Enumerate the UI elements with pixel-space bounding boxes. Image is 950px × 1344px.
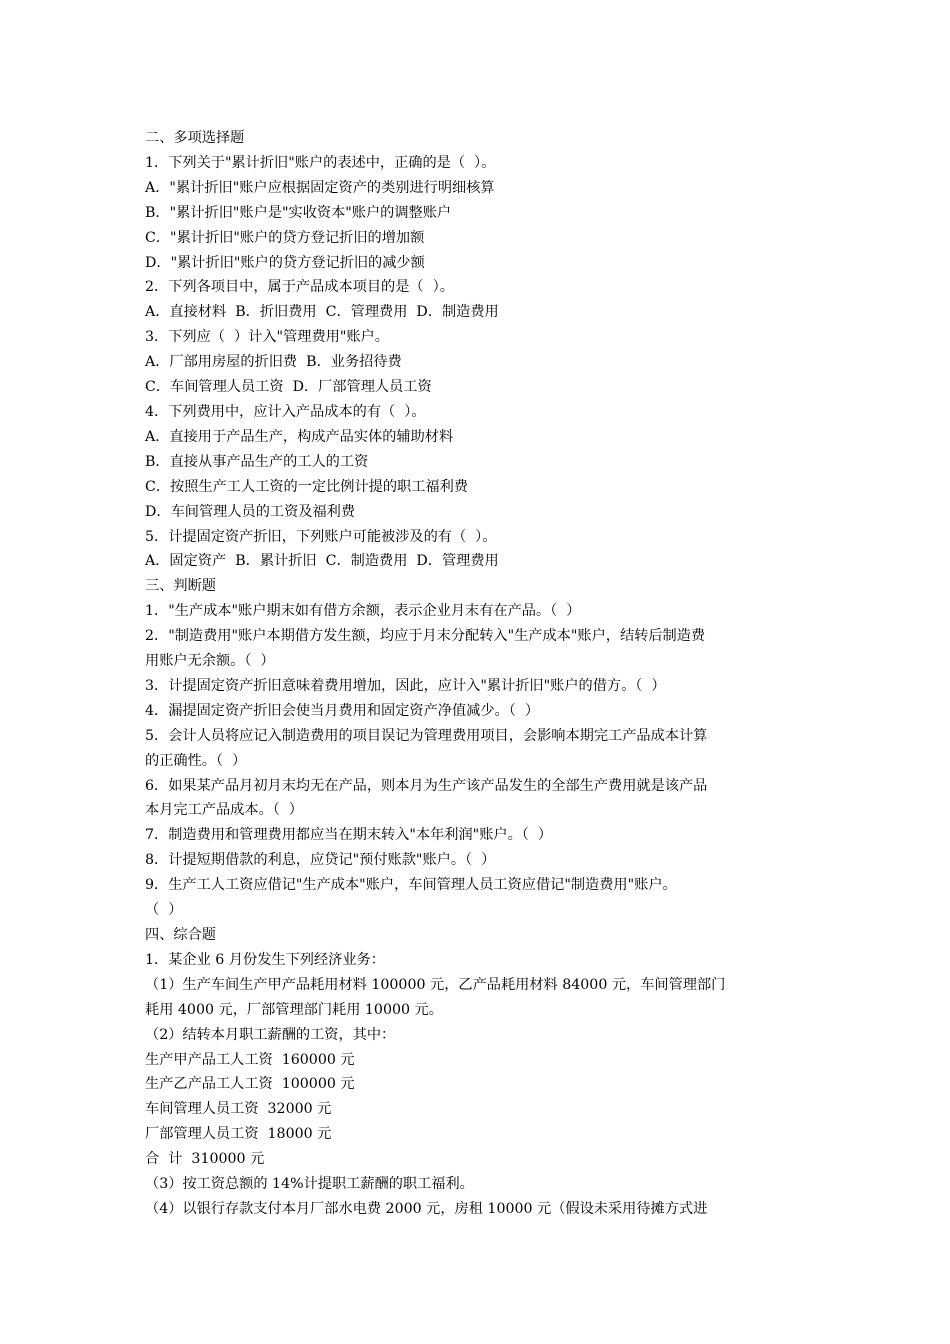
text-line: B．直接从事产品生产的工人的工资 — [145, 453, 369, 470]
text-line: 9．生产工人工资应借记"生产成本"账户，车间管理人员工资应借记"制造费用"账户。 — [145, 877, 677, 894]
text-line: （1）生产车间生产甲产品耗用材料 100000 元，乙产品耗用材料 84000 元，车间管理部门 — [145, 976, 726, 993]
text-line: 3．计提固定资产折旧意味着费用增加，因此，应计入"累计折旧"账户的借方。（ ） — [145, 677, 666, 694]
text-line: 2．"制造费用"账户本期借方发生额，均应于月末分配转入"生产成本"账户，结转后制造费 — [145, 628, 706, 645]
text-line: 的正确性。（ ） — [145, 752, 247, 769]
text-line: 4．下列费用中，应计入产品成本的有（ ）。 — [145, 403, 426, 420]
text-line: 1．下列关于"累计折旧"账户的表述中，正确的是（ ）。 — [145, 154, 496, 171]
text-line: A．直接材料 B．折旧费用 C．管理费用 D．制造费用 — [145, 304, 499, 321]
text-line: 生产甲产品工人工资 160000 元 — [145, 1051, 355, 1068]
text-line: 合 计 310000 元 — [145, 1151, 265, 1168]
text-line: 1．某企业 6 月份发生下列经济业务： — [145, 951, 385, 968]
text-line: A．直接用于产品生产，构成产品实体的辅助材料 — [145, 428, 454, 445]
text-line: B．"累计折旧"账户是"实收资本"账户的调整账户 — [145, 204, 452, 221]
text-line: C．车间管理人员工资 D．厂部管理人员工资 — [145, 379, 432, 396]
text-line: 6．如果某产品月初月末均无在产品，则本月为生产该产品发生的全部生产费用就是该产品 — [145, 777, 708, 794]
text-line: 5．会计人员将应记入制造费用的项目误记为管理费用项目，会影响本期完工产品成本计算 — [145, 727, 708, 744]
text-line: 四、综合题 — [145, 927, 216, 943]
text-line: 2．下列各项目中，属于产品成本项目的是（ ）。 — [145, 279, 454, 296]
text-line: A．固定资产 B．累计折旧 C．制造费用 D．管理费用 — [145, 553, 499, 570]
text-line: （2）结转本月职工薪酬的工资，其中： — [145, 1026, 396, 1043]
text-line: 二、多项选择题 — [145, 130, 245, 146]
text-line: 4．漏提固定资产折旧会使当月费用和固定资产净值减少。（ ） — [145, 702, 540, 719]
text-line: 7．制造费用和管理费用都应当在期末转入"本年利润"账户。（ ） — [145, 827, 553, 844]
text-line: 8．计提短期借款的利息，应贷记"预付账款"账户。（ ） — [145, 852, 496, 869]
text-line: 1．"生产成本"账户期末如有借方余额，表示企业月末有在产品。（ ） — [145, 603, 581, 620]
document-page — [145, 126, 810, 1222]
text-line: （3）按工资总额的 14%计提职工薪酬的职工福利。 — [145, 1176, 474, 1193]
text-line: 3．下列应（ ）计入"管理费用"账户。 — [145, 329, 389, 346]
text-line: C．"累计折旧"账户的贷方登记折旧的增加额 — [145, 229, 425, 246]
text-line: 厂部管理人员工资 18000 元 — [145, 1126, 332, 1143]
text-line: 车间管理人员工资 32000 元 — [145, 1101, 332, 1118]
text-line: 用账户无余额。（ ） — [145, 653, 275, 670]
text-line: 耗用 4000 元，厂部管理部门耗用 10000 元。 — [145, 1001, 443, 1018]
text-line: D．车间管理人员的工资及福利费 — [145, 503, 356, 520]
text-line: 生产乙产品工人工资 100000 元 — [145, 1076, 355, 1093]
text-line: A．厂部用房屋的折旧费 B．业务招待费 — [145, 354, 402, 371]
text-line: C．按照生产工人工资的一定比例计提的职工福利费 — [145, 478, 468, 495]
text-line: （ ） — [145, 902, 183, 919]
text-line: （4）以银行存款支付本月厂部水电费 2000 元，房租 10000 元（假设未采用待摊方式进 — [145, 1200, 708, 1217]
text-line: D．"累计折旧"账户的贷方登记折旧的减少额 — [145, 254, 425, 271]
text-line: 本月完工产品成本。（ ） — [145, 802, 303, 819]
text-line: 5．计提固定资产折旧，下列账户可能被涉及的有（ ）。 — [145, 528, 497, 545]
text-line: 三、判断题 — [145, 578, 216, 595]
text-line: A．"累计折旧"账户应根据固定资产的类别进行明细核算 — [145, 179, 495, 196]
